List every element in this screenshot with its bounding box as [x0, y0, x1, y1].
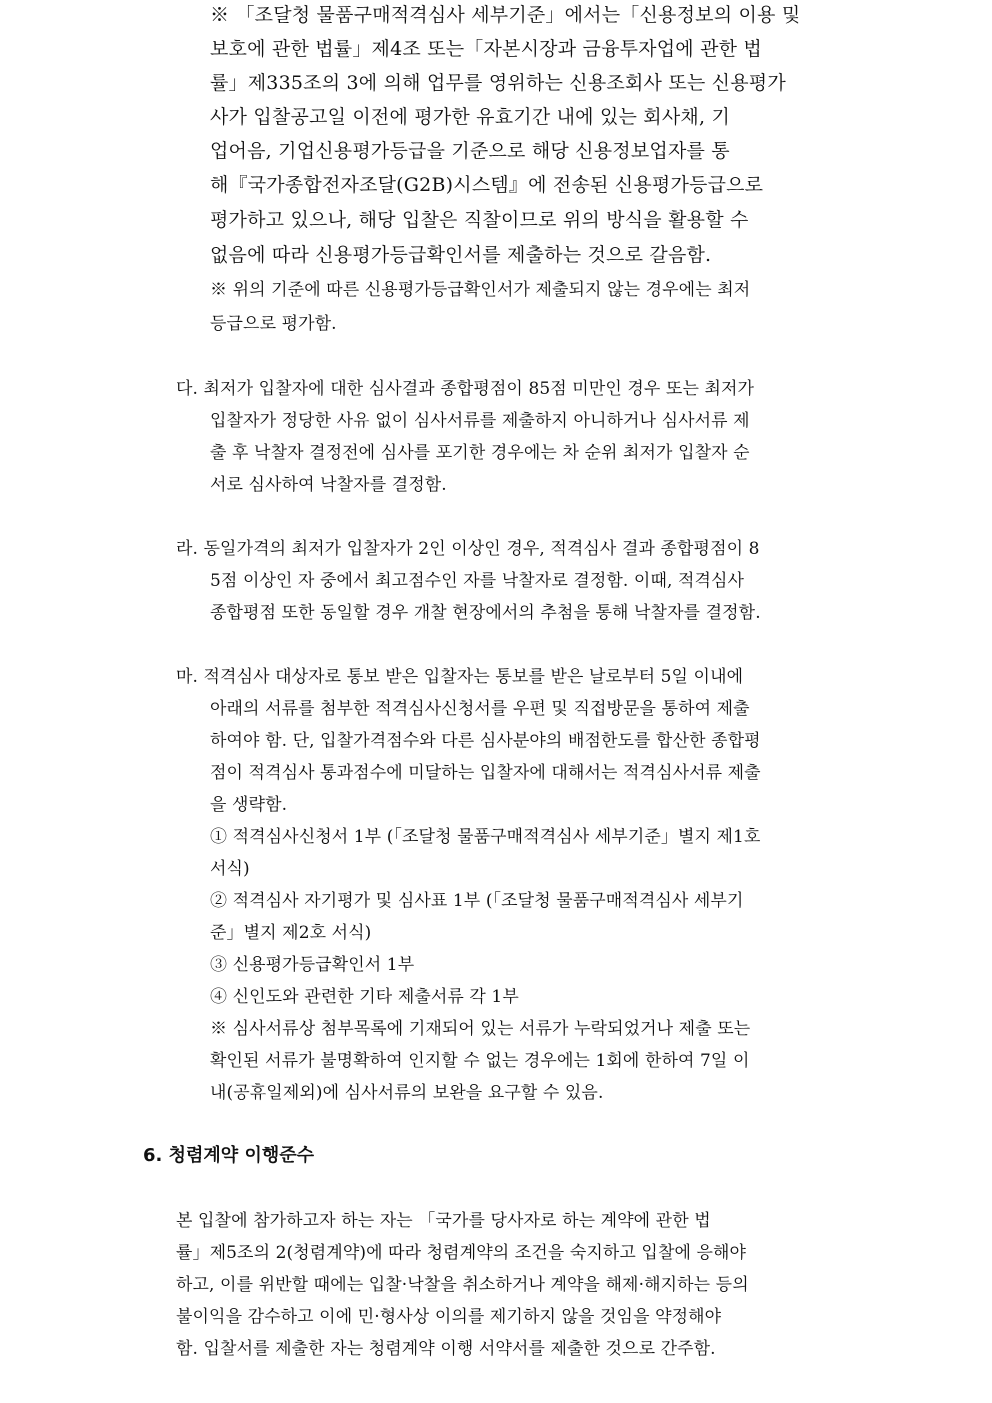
- body-line: 률」제5조의 2(청렴계약)에 따라 청렴계약의 조건을 숙지하고 입찰에 응해야: [176, 1243, 747, 1263]
- item-line: 마. 적격심사 대상자로 통보 받은 입찰자는 통보를 받은 날로부터 5일 이내에: [176, 667, 744, 687]
- note-line: 사가 입찰공고일 이전에 평가한 유효기간 내에 있는 회사채, 기: [210, 106, 731, 128]
- note-line: ※ 「조달청 물품구매적격심사 세부기준」에서는「신용정보의 이용 및: [210, 4, 801, 26]
- note-line: 평가하고 있으나, 해당 입찰은 직찰이므로 위의 방식을 활용할 수: [210, 209, 749, 231]
- body-line: 함. 입찰서를 제출한 자는 청렴계약 이행 서약서를 제출한 것으로 간주함.: [176, 1339, 716, 1359]
- note-line: ※ 위의 기준에 따른 신용평가등급확인서가 제출되지 않는 경우에는 최저: [210, 280, 751, 300]
- item-line: 하여야 함. 단, 입찰가격점수와 다른 심사분야의 배점한도를 합산한 종합평: [210, 731, 761, 751]
- item-line: 아래의 서류를 첨부한 적격심사신청서를 우편 및 직접방문을 통하여 제출: [210, 699, 750, 719]
- item-line: 준」별지 제2호 서식): [210, 923, 372, 943]
- note-line: 률」제335조의 3에 의해 업무를 영위하는 신용조회사 또는 신용평가: [210, 72, 786, 94]
- item-line: 내(공휴일제외)에 심사서류의 보완을 요구할 수 있음.: [210, 1083, 604, 1103]
- body-line: 본 입찰에 참가하고자 하는 자는 「국가를 당사자로 하는 계약에 관한 법: [176, 1211, 711, 1231]
- note-line: 업어음, 기업신용평가등급을 기준으로 해당 신용정보업자를 통: [210, 140, 730, 162]
- note-line: 보호에 관한 법률」제4조 또는「자본시장과 금융투자업에 관한 법: [210, 38, 762, 60]
- item-ra: [176, 534, 866, 634]
- item-da: [176, 374, 866, 504]
- item-line: 서식): [210, 859, 250, 879]
- credit-rating-note: [210, 0, 860, 265]
- note-line: 없음에 따라 신용평가등급확인서를 제출하는 것으로 갈음함.: [210, 244, 712, 266]
- item-line: 다. 최저가 입찰자에 대한 심사결과 종합평점이 85점 미만인 경우 또는 최저가: [176, 379, 755, 399]
- item-ma: [176, 662, 866, 1112]
- item-line: 종합평점 또한 동일할 경우 개찰 현장에서의 추첨을 통해 낙찰자를 결정함.: [210, 603, 761, 623]
- item-line: 을 생략함.: [210, 795, 288, 815]
- item-line: ※ 심사서류상 첨부목록에 기재되어 있는 서류가 누락되었거나 제출 또는: [210, 1019, 751, 1039]
- section-6-body: [176, 1206, 866, 1371]
- item-line: ② 적격심사 자기평가 및 심사표 1부 (「조달청 물품구매적격심사 세부기: [210, 891, 744, 911]
- note-line: 등급으로 평가함.: [210, 314, 337, 334]
- item-line: 서로 심사하여 낙찰자를 결정함.: [210, 475, 447, 495]
- item-line: 5점 이상인 자 중에서 최고점수인 자를 낙찰자로 결정함. 이때, 적격심사: [210, 571, 745, 591]
- item-line: ④ 신인도와 관련한 기타 제출서류 각 1부: [210, 987, 519, 1007]
- body-line: 불이익을 감수하고 이에 민·형사상 이의를 제기하지 않을 것임을 약정해야: [176, 1307, 722, 1327]
- item-line: 출 후 낙찰자 결정전에 심사를 포기한 경우에는 차 순위 최저가 입찰자 순: [210, 443, 750, 463]
- lowest-grade-note: [210, 275, 860, 339]
- note-line: 해『국가종합전자조달(G2B)시스템』에 전송된 신용평가등급으로: [210, 174, 764, 196]
- section-6-heading: 6. 청렴계약 이행준수: [143, 1145, 314, 1166]
- item-line: ① 적격심사신청서 1부 (「조달청 물품구매적격심사 세부기준」별지 제1호: [210, 827, 761, 847]
- item-line: 확인된 서류가 불명확하여 인지할 수 없는 경우에는 1회에 한하여 7일 이: [210, 1051, 750, 1071]
- item-line: 입찰자가 정당한 사유 없이 심사서류를 제출하지 아니하거나 심사서류 제: [210, 411, 750, 431]
- body-line: 하고, 이를 위반할 때에는 입찰·낙찰을 취소하거나 계약을 해제·해지하는 등의: [176, 1275, 749, 1295]
- item-line: 점이 적격심사 통과점수에 미달하는 입찰자에 대해서는 적격심사서류 제출: [210, 763, 761, 783]
- item-line: ③ 신용평가등급확인서 1부: [210, 955, 415, 975]
- item-line: 라. 동일가격의 최저가 입찰자가 2인 이상인 경우, 적격심사 결과 종합평점이 8: [176, 539, 760, 559]
